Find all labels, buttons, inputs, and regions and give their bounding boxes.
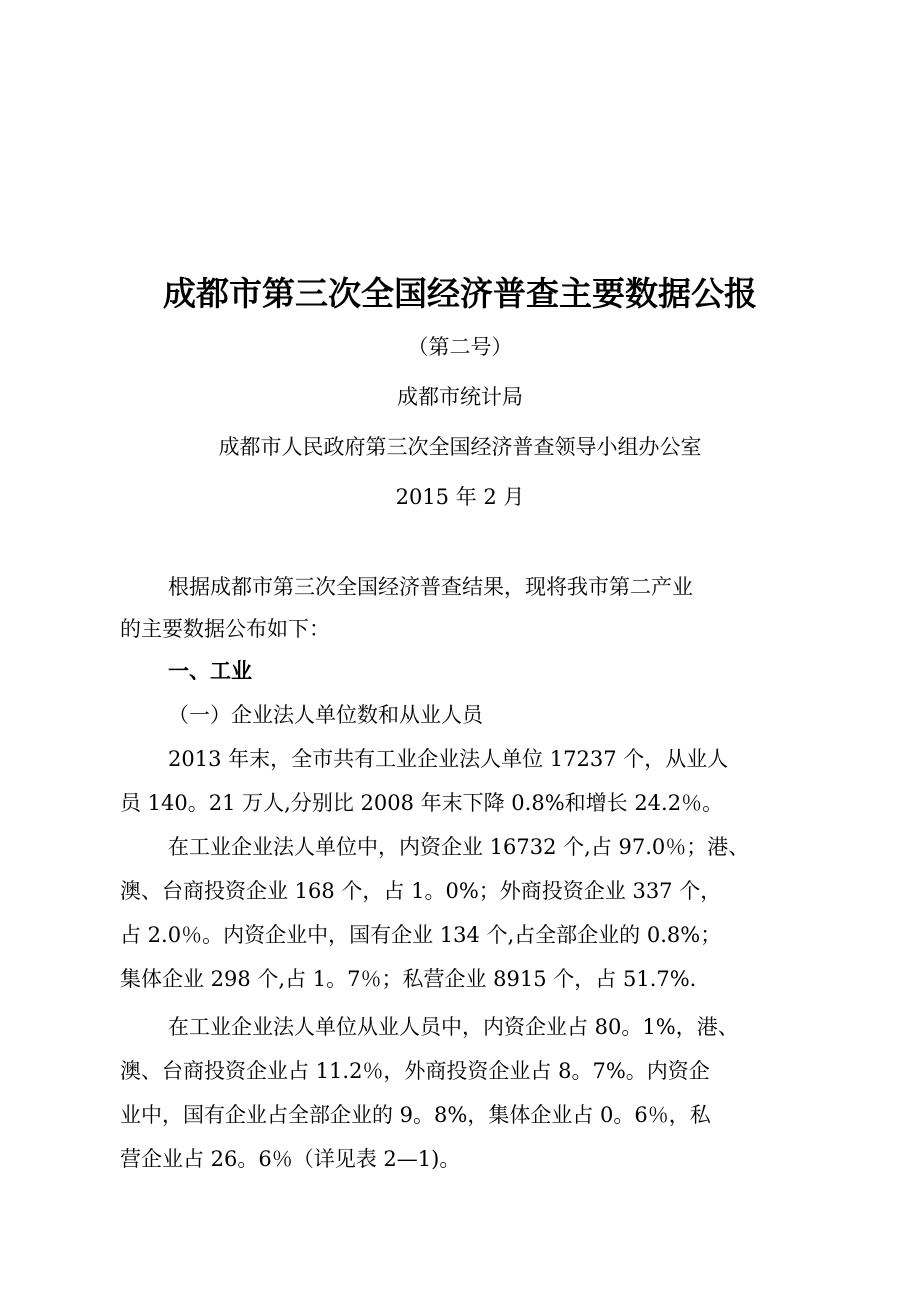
intro-line-1: 根据成都市第三次全国经济普查结果，现将我市第二产业 [168, 575, 693, 599]
section-heading-industry: 一、工业 [168, 659, 252, 683]
issuer-census-office: 成都市人民政府第三次全国经济普查领导小组办公室 [218, 435, 702, 459]
issue-number: （第二号） [407, 335, 513, 359]
intro-line-2: 的主要数据公布如下： [120, 617, 330, 641]
bulletin-title: 成都市第三次全国经济普查主要数据公报 [163, 274, 757, 313]
subsection-heading: （一）企业法人单位数和从业人员 [168, 703, 483, 727]
paragraph-3-line-2: 澳、台商投资企业占 11.2％，外商投资企业占 8。7%。内资企 [120, 1059, 710, 1083]
paragraph-1-line-1: 2013 年末，全市共有工业企业法人单位 17237 个，从业人 [168, 747, 729, 771]
paragraph-2-line-1: 在工业企业法人单位中，内资企业 16732 个,占 97.0％；港、 [168, 835, 750, 859]
publication-date: 2015 年 2 月 [395, 485, 525, 509]
paragraph-3-line-4: 营企业占 26。6％（详见表 2—1)。 [120, 1147, 461, 1171]
paragraph-3-line-1: 在工业企业法人单位从业人员中，内资企业占 80。1%，港、 [168, 1015, 739, 1039]
paragraph-2-line-2: 澳、台商投资企业 168 个，占 1。0%；外商投资企业 337 个， [120, 879, 722, 903]
paragraph-2-line-3: 占 2.0％。内资企业中，国有企业 134 个,占全部企业的 0.8%； [120, 923, 722, 947]
issuer-statistics-bureau: 成都市统计局 [397, 385, 523, 409]
paragraph-2-line-4: 集体企业 298 个,占 1。7％；私营企业 8915 个，占 51.7%. [120, 967, 697, 991]
paragraph-3-line-3: 业中，国有企业占全部企业的 9。8%，集体企业占 0。6％，私 [120, 1103, 711, 1127]
paragraph-1-line-2: 员 140。21 万人,分别比 2008 年末下降 0.8%和增长 24.2％。 [120, 791, 724, 815]
